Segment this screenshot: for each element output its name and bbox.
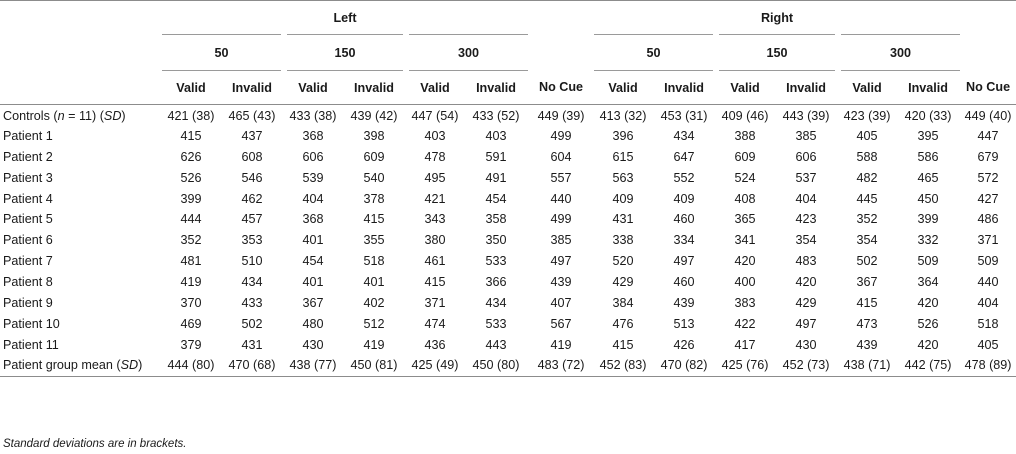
row-label-part: ) bbox=[138, 358, 143, 373]
table-cell: 465 bbox=[917, 170, 939, 185]
table-cell: 591 bbox=[485, 149, 507, 164]
row-label: Patient 11 bbox=[3, 337, 59, 352]
row-label: Patient 9 bbox=[3, 295, 53, 310]
col-header-invalid: Invalid bbox=[354, 80, 394, 95]
table-cell: 495 bbox=[424, 170, 446, 185]
table-cell: 526 bbox=[180, 170, 202, 185]
table-cell: 383 bbox=[734, 295, 756, 310]
table-cell: 384 bbox=[612, 295, 634, 310]
table-row bbox=[0, 334, 1016, 355]
table-cell: 354 bbox=[856, 233, 878, 248]
table-cell: 401 bbox=[302, 275, 324, 290]
table-cell: 520 bbox=[612, 254, 634, 269]
row-label-part: SD bbox=[120, 358, 139, 373]
col-header-invalid: Invalid bbox=[664, 80, 704, 95]
soa-header-right-50: 50 bbox=[594, 35, 716, 71]
col-header-valid: Valid bbox=[176, 80, 206, 95]
col-header-valid: Valid bbox=[852, 80, 882, 95]
table-cell: 419 bbox=[180, 275, 202, 290]
col-header-invalid: Invalid bbox=[786, 80, 826, 95]
table-cell: 366 bbox=[485, 275, 507, 290]
table-cell: 444 (80) bbox=[162, 355, 220, 376]
row-label bbox=[0, 105, 162, 126]
table-cell: 405 bbox=[856, 128, 878, 143]
table-cell: 557 bbox=[550, 170, 572, 185]
table-cell: 352 bbox=[856, 212, 878, 227]
table-cell: 606 bbox=[795, 149, 817, 164]
table-cell: 401 bbox=[302, 233, 324, 248]
table-cell: 450 (80) bbox=[464, 355, 528, 376]
table-cell: 567 bbox=[550, 316, 572, 331]
table-cell: 430 bbox=[795, 337, 817, 352]
table-cell: 420 (33) bbox=[904, 109, 952, 124]
table-cell: 422 bbox=[734, 316, 756, 331]
table-cell: 615 bbox=[612, 149, 634, 164]
table-cell: 453 (31) bbox=[660, 109, 708, 124]
table-cell: 332 bbox=[917, 233, 939, 248]
table-cell: 499 bbox=[550, 128, 572, 143]
table-cell: 338 bbox=[612, 233, 634, 248]
table-cell: 457 bbox=[241, 212, 263, 227]
table-cell: 401 bbox=[363, 275, 385, 290]
row-label: Patient 3 bbox=[3, 170, 53, 185]
table-cell: 425 (76) bbox=[716, 355, 774, 376]
table-cell: 427 bbox=[977, 191, 999, 206]
table-cell: 433 bbox=[241, 295, 263, 310]
table-cell: 440 bbox=[550, 191, 572, 206]
table-cell: 434 bbox=[241, 275, 263, 290]
table-cell: 609 bbox=[363, 149, 385, 164]
table-cell: 358 bbox=[485, 212, 507, 227]
table-cell: 415 bbox=[424, 275, 446, 290]
table-cell: 483 (72) bbox=[528, 355, 594, 376]
table-cell: 470 (68) bbox=[220, 355, 284, 376]
table-cell: 476 bbox=[612, 316, 634, 331]
table-cell: 399 bbox=[917, 212, 939, 227]
table-cell: 449 (40) bbox=[964, 109, 1012, 124]
table-cell: 368 bbox=[302, 212, 324, 227]
soa-header-right-300: 300 bbox=[838, 35, 960, 71]
soa-header-left-50: 50 bbox=[162, 35, 284, 71]
table-cell: 439 bbox=[856, 337, 878, 352]
table-cell: 430 bbox=[302, 337, 324, 352]
table-cell: 450 (81) bbox=[342, 355, 406, 376]
table-row bbox=[0, 209, 1016, 230]
table-cell: 497 bbox=[673, 254, 695, 269]
table-cell: 502 bbox=[241, 316, 263, 331]
table-cell: 518 bbox=[363, 254, 385, 269]
table-cell: 404 bbox=[795, 191, 817, 206]
table-cell: 452 (73) bbox=[774, 355, 838, 376]
row-label: Patient 8 bbox=[3, 275, 53, 290]
row-label: Patient 10 bbox=[3, 316, 60, 331]
table-row bbox=[0, 251, 1016, 272]
table-cell: 413 (32) bbox=[599, 109, 647, 124]
col-header-invalid: Invalid bbox=[908, 80, 948, 95]
table-cell: 415 bbox=[363, 212, 385, 227]
col-header-valid: Valid bbox=[730, 80, 760, 95]
soa-header-left-150: 150 bbox=[284, 35, 406, 71]
table-cell: 438 (77) bbox=[284, 355, 342, 376]
table-cell: 537 bbox=[795, 170, 817, 185]
table-cell: 398 bbox=[363, 128, 385, 143]
table-cell: 353 bbox=[241, 233, 263, 248]
row-label: Patient 7 bbox=[3, 254, 53, 269]
table-cell: 442 (75) bbox=[896, 355, 960, 376]
table-cell: 415 bbox=[612, 337, 634, 352]
table-cell: 482 bbox=[856, 170, 878, 185]
table-cell: 415 bbox=[180, 128, 202, 143]
table-cell: 434 bbox=[485, 295, 507, 310]
table-cell: 491 bbox=[485, 170, 507, 185]
table-cell: 402 bbox=[363, 295, 385, 310]
table-cell: 415 bbox=[856, 295, 878, 310]
row-label: Patient 4 bbox=[3, 191, 53, 206]
table-cell: 355 bbox=[363, 233, 385, 248]
table-cell: 499 bbox=[550, 212, 572, 227]
table-cell: 497 bbox=[795, 316, 817, 331]
table-cell: 378 bbox=[363, 191, 385, 206]
table-cell: 426 bbox=[673, 337, 695, 352]
table-row bbox=[0, 272, 1016, 293]
table-cell: 540 bbox=[363, 170, 385, 185]
table-cell: 395 bbox=[917, 128, 939, 143]
table-cell: 425 (49) bbox=[406, 355, 464, 376]
table-cell: 343 bbox=[424, 212, 446, 227]
table-cell: 533 bbox=[485, 316, 507, 331]
table-row bbox=[0, 313, 1016, 334]
col-header-valid: Valid bbox=[608, 80, 638, 95]
row-label: Patient 2 bbox=[3, 149, 53, 164]
table-cell: 469 bbox=[180, 316, 202, 331]
table-cell: 460 bbox=[673, 212, 695, 227]
table-cell: 341 bbox=[734, 233, 756, 248]
table-footnote: Standard deviations are in brackets. bbox=[3, 438, 187, 450]
table-cell: 385 bbox=[795, 128, 817, 143]
table-cell: 334 bbox=[673, 233, 695, 248]
table-cell: 474 bbox=[424, 316, 446, 331]
col-header-invalid: Invalid bbox=[232, 80, 272, 95]
table-cell: 385 bbox=[550, 233, 572, 248]
table-row bbox=[0, 125, 1016, 146]
table-cell: 409 bbox=[612, 191, 634, 206]
table-cell: 403 bbox=[424, 128, 446, 143]
table-cell: 364 bbox=[917, 275, 939, 290]
table-cell: 563 bbox=[612, 170, 634, 185]
table-cell: 461 bbox=[424, 254, 446, 269]
table-cell: 480 bbox=[302, 316, 324, 331]
table-cell: 486 bbox=[977, 212, 999, 227]
col-header-no-cue: No Cue bbox=[966, 80, 1011, 95]
table-cell: 417 bbox=[734, 337, 756, 352]
table-cell: 445 bbox=[856, 191, 878, 206]
row-label-part: = 11) ( bbox=[64, 109, 104, 124]
row-label-part: ) bbox=[121, 109, 126, 124]
table-cell: 404 bbox=[977, 295, 999, 310]
table-cell: 431 bbox=[612, 212, 634, 227]
table-cell: 421 bbox=[424, 191, 446, 206]
table-cell: 609 bbox=[734, 149, 756, 164]
table-row bbox=[0, 167, 1016, 188]
table-cell: 460 bbox=[673, 275, 695, 290]
col-header-valid: Valid bbox=[298, 80, 328, 95]
table-cell: 433 (38) bbox=[289, 109, 337, 124]
table-cell: 433 (52) bbox=[472, 109, 520, 124]
table-cell: 420 bbox=[917, 295, 939, 310]
table-cell: 408 bbox=[734, 191, 756, 206]
table-cell: 434 bbox=[673, 128, 695, 143]
row-label-part: SD bbox=[103, 109, 122, 124]
table-cell: 450 bbox=[917, 191, 939, 206]
row-label-part: Patient group mean ( bbox=[3, 358, 121, 373]
table-cell: 449 (39) bbox=[537, 109, 585, 124]
col-header-invalid: Invalid bbox=[476, 80, 516, 95]
table-cell: 400 bbox=[734, 275, 756, 290]
table-cell: 409 bbox=[673, 191, 695, 206]
table-cell: 447 (54) bbox=[411, 109, 459, 124]
side-header-left: Left bbox=[162, 1, 528, 35]
table-cell: 431 bbox=[241, 337, 263, 352]
table-cell: 420 bbox=[917, 337, 939, 352]
table-cell: 368 bbox=[302, 128, 324, 143]
table-cell: 470 (82) bbox=[652, 355, 716, 376]
col-header-no-cue: No Cue bbox=[538, 80, 584, 95]
row-label: Patient 5 bbox=[3, 212, 53, 227]
table-cell: 444 bbox=[180, 212, 202, 227]
table-cell: 454 bbox=[485, 191, 507, 206]
table-cell: 478 bbox=[424, 149, 446, 164]
table-cell: 588 bbox=[856, 149, 878, 164]
table-cell: 679 bbox=[977, 149, 999, 164]
table-row bbox=[0, 355, 1016, 376]
header-row-soa bbox=[0, 35, 1016, 71]
table-cell: 606 bbox=[302, 149, 324, 164]
table-cell: 439 (42) bbox=[350, 109, 398, 124]
table-cell: 371 bbox=[424, 295, 446, 310]
table-cell: 420 bbox=[734, 254, 756, 269]
header-row-side bbox=[0, 1, 1016, 35]
table-row bbox=[0, 188, 1016, 209]
table-cell: 478 (89) bbox=[960, 355, 1016, 376]
table-cell: 404 bbox=[302, 191, 324, 206]
table-cell: 420 bbox=[795, 275, 817, 290]
table-cell: 419 bbox=[550, 337, 572, 352]
table-cell: 409 (46) bbox=[721, 109, 769, 124]
table-cell: 405 bbox=[977, 337, 999, 352]
spacer-header bbox=[960, 1, 1016, 35]
table-cell: 497 bbox=[550, 254, 572, 269]
table-cell: 533 bbox=[485, 254, 507, 269]
col-header-valid: Valid bbox=[420, 80, 450, 95]
stub-header bbox=[0, 1, 162, 35]
table-cell: 419 bbox=[363, 337, 385, 352]
table-cell: 524 bbox=[734, 170, 756, 185]
table-row bbox=[0, 293, 1016, 314]
table-cell: 354 bbox=[795, 233, 817, 248]
row-label-part: n bbox=[57, 109, 65, 124]
table-cell: 626 bbox=[180, 149, 202, 164]
table-cell: 371 bbox=[977, 233, 999, 248]
table-cell: 586 bbox=[917, 149, 939, 164]
table-cell: 367 bbox=[856, 275, 878, 290]
table-cell: 510 bbox=[241, 254, 263, 269]
table-cell: 437 bbox=[241, 128, 263, 143]
table-cell: 513 bbox=[673, 316, 695, 331]
table-cell: 462 bbox=[241, 191, 263, 206]
table-cell: 443 (39) bbox=[782, 109, 830, 124]
row-label: Patient 1 bbox=[3, 128, 53, 143]
table-cell: 608 bbox=[241, 149, 263, 164]
table-cell: 423 (39) bbox=[843, 109, 891, 124]
table-cell: 380 bbox=[424, 233, 446, 248]
table-cell: 352 bbox=[180, 233, 202, 248]
table-cell: 509 bbox=[917, 254, 939, 269]
table-cell: 440 bbox=[977, 275, 999, 290]
table-cell: 546 bbox=[241, 170, 263, 185]
table-cell: 526 bbox=[917, 316, 939, 331]
table-cell: 518 bbox=[977, 316, 999, 331]
table-cell: 647 bbox=[673, 149, 695, 164]
table-cell: 465 (43) bbox=[228, 109, 276, 124]
table-cell: 367 bbox=[302, 295, 324, 310]
table-cell: 473 bbox=[856, 316, 878, 331]
table-cell: 438 (71) bbox=[838, 355, 896, 376]
table-cell: 365 bbox=[734, 212, 756, 227]
table-cell: 396 bbox=[612, 128, 634, 143]
table-cell: 454 bbox=[302, 254, 324, 269]
table-cell: 429 bbox=[612, 275, 634, 290]
table-cell: 350 bbox=[485, 233, 507, 248]
table-row bbox=[0, 230, 1016, 251]
table-cell: 429 bbox=[795, 295, 817, 310]
spacer-header bbox=[528, 1, 594, 35]
table-cell: 483 bbox=[795, 254, 817, 269]
table-cell: 452 (83) bbox=[594, 355, 652, 376]
header-row-condition bbox=[0, 71, 1016, 105]
table-cell: 509 bbox=[977, 254, 999, 269]
table-cell: 407 bbox=[550, 295, 572, 310]
table-cell: 421 (38) bbox=[167, 109, 215, 124]
side-header-right: Right bbox=[594, 1, 960, 35]
soa-header-right-150: 150 bbox=[716, 35, 838, 71]
table-cell: 512 bbox=[363, 316, 385, 331]
table-cell: 443 bbox=[485, 337, 507, 352]
table-cell: 399 bbox=[180, 191, 202, 206]
table-body bbox=[0, 105, 1016, 377]
table-cell: 379 bbox=[180, 337, 202, 352]
table-cell: 481 bbox=[180, 254, 202, 269]
table-cell: 502 bbox=[856, 254, 878, 269]
table-cell: 403 bbox=[485, 128, 507, 143]
table-cell: 388 bbox=[734, 128, 756, 143]
table-cell: 572 bbox=[977, 170, 999, 185]
table-cell: 604 bbox=[550, 149, 572, 164]
table-cell: 436 bbox=[424, 337, 446, 352]
row-label: Patient 6 bbox=[3, 233, 53, 248]
table-cell: 439 bbox=[673, 295, 695, 310]
soa-header-left-300: 300 bbox=[406, 35, 528, 71]
table-cell: 539 bbox=[302, 170, 324, 185]
table-row bbox=[0, 146, 1016, 167]
table-cell: 423 bbox=[795, 212, 817, 227]
table-cell: 439 bbox=[550, 275, 572, 290]
table-cell: 552 bbox=[673, 170, 695, 185]
table-cell: 370 bbox=[180, 295, 202, 310]
table-row bbox=[0, 105, 1016, 126]
row-label-part: Controls ( bbox=[3, 109, 58, 124]
table-cell: 447 bbox=[977, 128, 999, 143]
row-label bbox=[0, 355, 162, 376]
